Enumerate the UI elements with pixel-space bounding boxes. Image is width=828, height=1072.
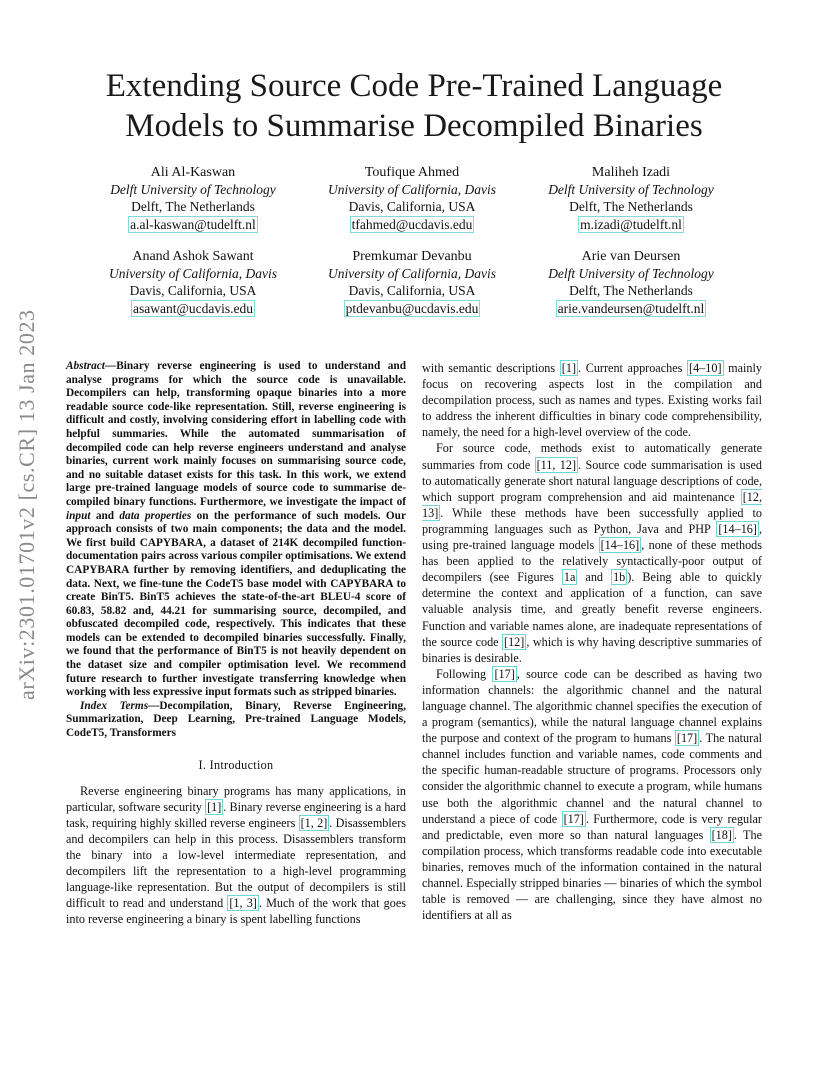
author-email-link[interactable]: asawant@ucdavis.edu — [132, 301, 254, 316]
left-column — [66, 360, 406, 928]
author-location: Delft, The Netherlands — [569, 199, 693, 214]
section-heading-introduction: I. Introduction — [198, 757, 274, 772]
author-affiliation: Delft University of Technology — [548, 182, 714, 197]
figure-link[interactable]: 1b — [613, 570, 626, 585]
author-email-link[interactable]: tfahmed@ucdavis.edu — [351, 217, 473, 232]
citation-link[interactable]: [12, 13] — [422, 489, 762, 520]
author-affiliation: Delft University of Technology — [548, 266, 714, 281]
body-paragraph-1: with semantic descriptions [1] . Current approaches [4–10] mainly focus on recovering aspects lost in the compilation and decompilation process, such as names and types. Existing works fail to address the inherent difficulties in binary code comprehensibility, namely, the need for a high-level overview of the code. — [422, 361, 762, 440]
author-block-1 — [68, 164, 318, 233]
citation-link[interactable]: [17] — [676, 731, 698, 746]
citation-link[interactable]: [11, 12] — [536, 457, 577, 472]
index-terms: Index Terms—Decompilation, Binary, Reverse Engineering, Summarization, Deep Learning, Pre-trained Language Models, CodeT5, Transformers — [66, 699, 406, 740]
citation-link[interactable]: [1, 2] — [300, 815, 328, 830]
index-terms-label: Index Terms — [80, 699, 149, 712]
author-location: Delft, The Netherlands — [131, 199, 255, 214]
figure-link[interactable]: 1a — [563, 570, 576, 585]
citation-link[interactable]: [17] — [494, 666, 515, 681]
citation-link[interactable]: [17] — [563, 811, 584, 826]
abstract-label: Abstract — [66, 360, 105, 372]
citation-link[interactable]: [1] — [561, 361, 577, 375]
author-location: Delft, The Netherlands — [569, 283, 693, 298]
author-affiliation: Delft University of Technology — [110, 182, 276, 197]
author-email-link[interactable]: m.izadi@tudelft.nl — [580, 217, 682, 232]
author-location: Davis, California, USA — [348, 283, 476, 298]
title-line-1: Extending Source Code Pre-Trained Language — [105, 68, 723, 104]
author-email-link[interactable]: ptdevanbu@ucdavis.edu — [345, 301, 479, 316]
author-affiliation: University of California, Davis — [328, 182, 496, 197]
author-block-6 — [506, 248, 756, 317]
author-block-4 — [68, 248, 318, 317]
author-email-link[interactable]: a.al-kaswan@tudelft.nl — [130, 217, 256, 232]
citation-link[interactable]: [1] — [207, 799, 222, 814]
author-affiliation: University of California, Davis — [328, 266, 496, 281]
author-name: Toufique Ahmed — [364, 165, 460, 180]
author-name: Premkumar Devanbu — [352, 249, 472, 264]
body-paragraph-2: For source code, methods exist to automatically generate summaries from code [11, 12] . Source code summarisation is used to automatically generate short natural language descriptions of code, which support program comprehension and aid maintenance [12, 13] . While these methods have been successfully applied to programming languages such as Python, Java and PHP [14–16] , using pre-trained language models [14–16] , none of these methods has been applied to the relatively syntactically-poor output of decompilers (see Figures 1a and 1b ). Being able to quickly determine the context and application of a function, can save valuable analysis time, and greatly benefit reverse engineers. Function and variable names alone, are inadequate representations of the source code [12] , which is why having descriptive summaries of binaries is desirable. — [422, 441, 763, 665]
author-affiliation: University of California, Davis — [109, 266, 277, 281]
title-line-2: Models to Summarise Decompiled Binaries — [125, 108, 703, 144]
author-block-3 — [506, 164, 756, 233]
intro-paragraph-1: Reverse engineering binary programs has many applications, in particular, software security [1] . Binary reverse engineering is a hard task, requiring highly skilled reverse engineers [1, 2] . Disassemblers and decompilers can help in this process. Disassemblers transform the binary into a low-level intermediate representation, and decompilers lift the representation to a high-level programming language-like representation. But the output of decompilers is still difficult to read and understand [1, 3] . Much of the work that goes into reverse engineering a binary is spent labelling functions — [66, 783, 407, 927]
author-block-2 — [287, 164, 537, 233]
citation-link[interactable]: [14–16] — [600, 538, 640, 553]
abstract: Abstract—Binary reverse engineering is used to understand and analyse programs for which the source code is unavailable. Decompilers can help, transforming opaque binaries into a more readable source code-like representation. Still, reverse engineering is difficult and costly, involving considering effort in labelling code with helpful summaries. While the automated summarisation of decompiled code can help reverse engineers understand and analyse binaries, current work mainly focuses on summarising source code, and no suitable dataset exists for this task. In this work, we extend large pre-trained language models of source code to summarise de-compiled binary functions. Furthermore, we investigate the impact of input and data properties on the performance of such models. Our approach consists of two main components; the data and the model. We first build CAPYBARA, a dataset of 214K decompiled function-documentation pairs across various compiler optimisations. We extend CAPYBARA further by removing identifiers, and deduplicating the data. Next, we fine-tune the CodeT5 base model with CAPYBARA to create BinT5. BinT5 achieves the state-of-the-art BLEU-4 score of 60.83, 58.82 and, 44.21 for summarising source, decompiled, and obfuscated decompiled code, respectively. This indicates that these models can be extended to decompiled binaries successfully. Finally, we found that the performance of BinT5 is not heavily dependent on the dataset size and compiler optimisation level. We recommend future research to further investigate transferring knowledge when working with less expressive input formats such as stripped binaries. — [66, 360, 406, 699]
author-location: Davis, California, USA — [348, 199, 476, 214]
arxiv-identifier: arXiv:2301.01701v2 [cs.CR] 13 Jan 2023 — [14, 309, 39, 700]
citation-link[interactable]: [12] — [504, 634, 525, 649]
paper-title — [60, 66, 768, 146]
author-block-5 — [287, 248, 537, 317]
author-name: Anand Ashok Sawant — [132, 249, 254, 264]
body-paragraph-3: Following [17] , source code can be described as having two information channels: the algorithmic channel and the natural language channel. The algorithmic channel specifies the execution of a program (semantics), while the natural language channel explains the purpose and context of the program to humans [17] . The natural channel includes function and variable names, code comments and the specific human-readable structure of programs. Processors only consider the algorithmic channel to execute a program, while humans use both the algorithmic channel and the natural channel to understand a piece of code [17] . Furthermore, code is very regular and predictable, even more so than natural languages [18] . The compilation process, which transforms readable code into executable binaries, removes much of the information contained in the natural channel. Especially stripped binaries — binaries of which the symbol table is removed — are challenging, since they have almost no identifiers at all as — [422, 666, 762, 923]
author-location: Davis, California, USA — [129, 283, 257, 298]
citation-link[interactable]: [18] — [711, 827, 732, 842]
right-column — [422, 360, 762, 923]
author-name: Ali Al-Kaswan — [150, 165, 236, 180]
author-email-link[interactable]: arie.vandeursen@tudelft.nl — [557, 301, 705, 316]
citation-link[interactable]: [14–16] — [718, 521, 757, 536]
author-name: Arie van Deursen — [581, 249, 681, 264]
citation-link[interactable]: [1, 3] — [229, 896, 257, 911]
author-name: Maliheh Izadi — [591, 165, 671, 180]
citation-link[interactable]: [4–10] — [689, 361, 722, 375]
